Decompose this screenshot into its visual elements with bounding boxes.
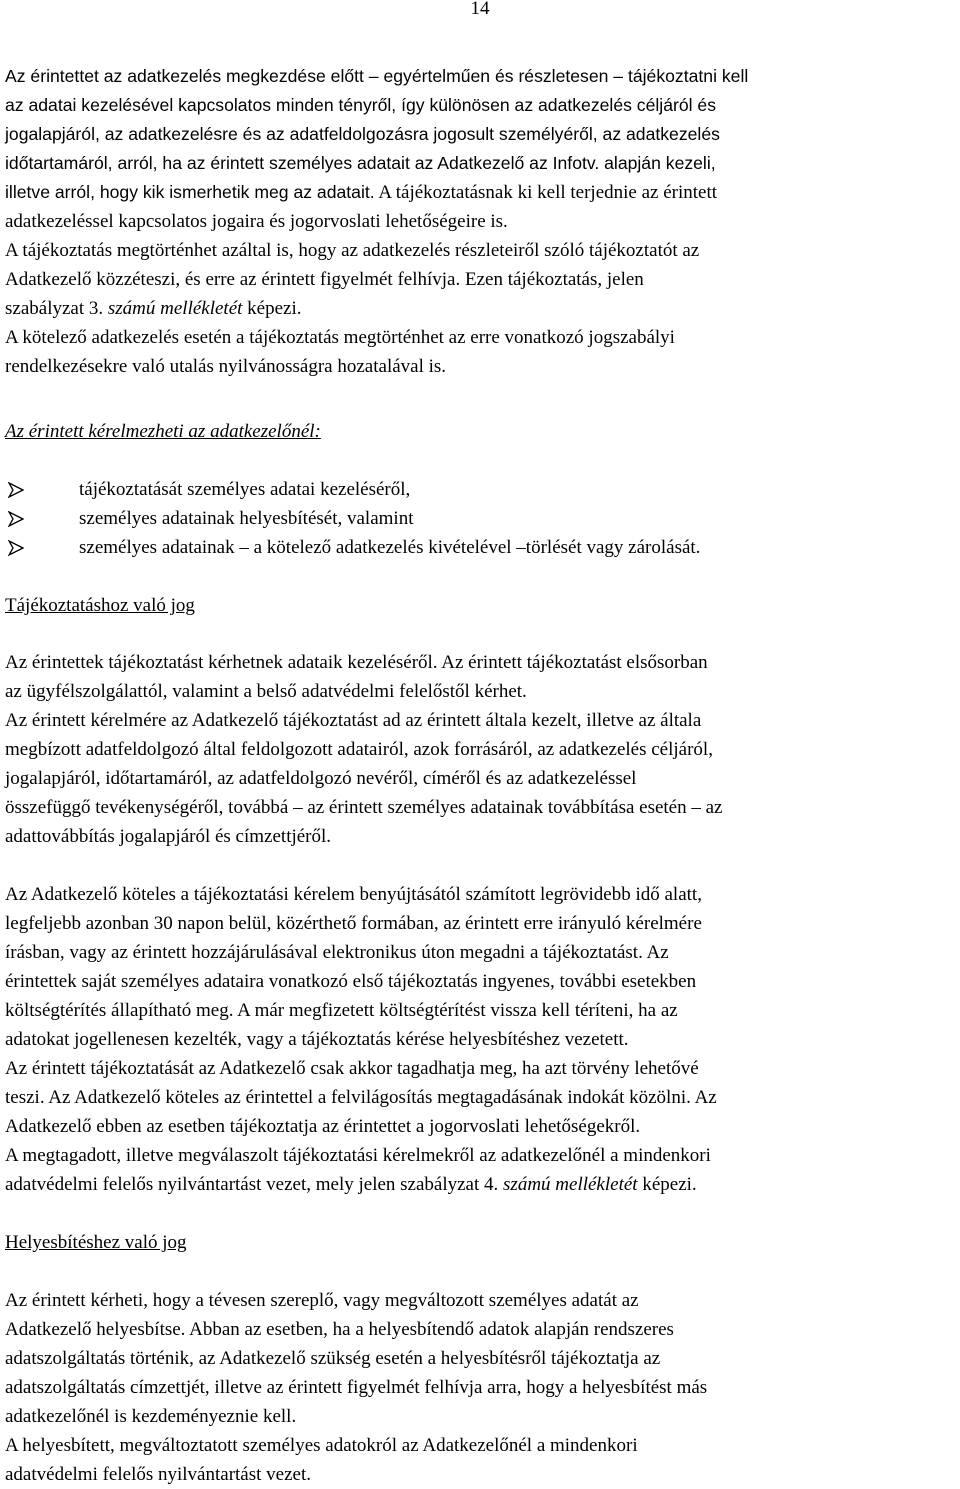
- text-span: A tájékoztatásnak ki kell terjednie az érintett: [374, 182, 718, 203]
- text-line: teszi. Az Adatkezelő köteles az érintettel a felvilágosítás megtagadásának indokát közölni. Az: [5, 1087, 717, 1108]
- text-line: Az érintett kérelmére az Adatkezelő tájékoztatást ad az érintett általa kezelt, illetve az általa: [5, 710, 702, 731]
- text-line: [5, 1170, 956, 1199]
- text-line: A helyesbített, megváltoztatott személyes adatokról az Adatkezelőnél a mindenkori: [5, 1435, 638, 1456]
- text-line: A tájékoztatás megtörténhet azáltal is, hogy az adatkezelés részleteiről szóló tájékoztatót az: [5, 240, 700, 261]
- text-line: Az érintett kérheti, hogy a tévesen szereplő, vagy megváltozott személyes adatát az: [5, 1290, 639, 1311]
- text-span: adatvédelmi felelős nyilvántartást vezet, mely jelen szabályzat 4.: [5, 1174, 504, 1195]
- text-line: írásban, vagy az érintett hozzájárulásával elektronikus úton megadni a tájékoztatást. Az: [5, 942, 669, 963]
- arrowhead-bullet-icon: [8, 482, 24, 498]
- text-span: illetve arról, hogy kik ismerhetik meg az adatait.: [5, 182, 375, 202]
- text-line: adattovábbítás jogalapjáról és címzettjéről.: [5, 826, 332, 847]
- annex-reference: számú mellékletét: [107, 298, 243, 319]
- list-item: [5, 533, 956, 562]
- text-line: megbízott adatfeldolgozó által feldolgozott adatairól, azok forrásáról, az adatkezelés céljáról,: [5, 739, 713, 760]
- text-line: Az Adatkezelő köteles a tájékoztatási kérelem benyújtásától számított legrövidebb idő alatt,: [5, 884, 702, 905]
- text-line: [5, 178, 956, 207]
- text-line: érintettek saját személyes adataira vonatkozó első tájékoztatás ingyenes, további esetekben: [5, 971, 697, 992]
- section-heading-information: Tájékoztatáshoz való jog: [5, 595, 195, 616]
- text-span: szabályzat 3.: [5, 298, 108, 319]
- list-item-text: tájékoztatását személyes adatai kezeléséről,: [79, 479, 411, 500]
- correction-paragraph: [5, 1286, 956, 1489]
- page-number: 14: [470, 0, 490, 19]
- text-line: költségtérítés állapítható meg. A már megfizetett költségtérítést vissza kell téríteni, ha az: [5, 1000, 678, 1021]
- list-item-text: személyes adatainak helyesbítését, valamint: [79, 508, 414, 529]
- request-bullet-list: [5, 475, 956, 562]
- text-line: jogalapjáról, az adatkezelésre és az adatfeldolgozásra jogosult személyéről, az adatkezelés: [5, 124, 720, 144]
- text-line: Az érintett tájékoztatását az Adatkezelő csak akkor tagadhatja meg, ha azt törvény lehetővé: [5, 1058, 699, 1079]
- text-line: A kötelező adatkezelés esetén a tájékoztatás megtörténhet az erre vonatkozó jogszabályi: [5, 327, 675, 348]
- text-line: az ügyfélszolgálattól, valamint a belső adatvédelmi felelőstől kérhet.: [5, 681, 527, 702]
- text-line: adatkezeléssel kapcsolatos jogaira és jogorvoslati lehetőségeire is.: [5, 211, 508, 232]
- text-line: adatszolgáltatás címzettjét, illetve az érintett figyelmét felhívja arra, hogy a helyesbítést más: [5, 1377, 708, 1398]
- text-line: jogalapjáról, időtartamáról, az adatfeldolgozó nevéről, címéről és az adatkezeléssel: [5, 768, 637, 789]
- text-line: az adatai kezelésével kapcsolatos minden tényről, így különösen az adatkezelés céljáról és: [5, 95, 717, 115]
- list-item: [5, 504, 956, 533]
- list-item: [5, 475, 956, 504]
- text-line: Adatkezelő helyesbítse. Abban az esetben, ha a helyesbítendő adatok alapján rendszeres: [5, 1319, 674, 1340]
- text-line: Adatkezelő ebben az esetben tájékoztatja az érintettet a jogorvoslati lehetőségekről.: [5, 1116, 641, 1137]
- annex-reference: számú mellékletét: [503, 1174, 638, 1195]
- section-heading-correction: Helyesbítéshez való jog: [5, 1232, 187, 1253]
- text-line: Az érintettet az adatkezelés megkezdése előtt – egyértelműen és részletesen – tájékoztatni kell: [5, 66, 749, 86]
- notification-paragraph: [5, 62, 956, 381]
- text-line: adatszolgáltatás történik, az Adatkezelő szükség esetén a helyesbítésről tájékoztatja az: [5, 1348, 661, 1369]
- text-span: képezi.: [242, 298, 302, 319]
- information-paragraph: [5, 648, 956, 851]
- text-line: Az érintettek tájékoztatást kérhetnek adataik kezeléséről. Az érintett tájékoztatást elsősorban: [5, 652, 708, 673]
- obligation-paragraph: [5, 880, 956, 1199]
- text-line: adatkezelőnél is kezdeményeznie kell.: [5, 1406, 297, 1427]
- section-heading-request: Az érintett kérelmezheti az adatkezelőnél:: [5, 421, 321, 442]
- text-line: adatokat jogellenesen kezelték, vagy a tájékoztatás kérése helyesbítéshez vezetett.: [5, 1029, 629, 1050]
- arrowhead-bullet-icon: [8, 540, 24, 556]
- text-span: képezi.: [637, 1174, 697, 1195]
- text-line: [5, 294, 956, 323]
- text-line: rendelkezésekre való utalás nyilvánosságra hozatalával is.: [5, 356, 447, 377]
- text-line: adatvédelmi felelős nyilvántartást vezet.: [5, 1464, 311, 1485]
- arrowhead-bullet-icon: [8, 511, 24, 527]
- text-line: Adatkezelő közzéteszi, és erre az érintett figyelmét felhívja. Ezen tájékoztatás, jelen: [5, 269, 644, 290]
- list-item-text: személyes adatainak – a kötelező adatkezelés kivételével –törlését vagy zárolását.: [79, 537, 701, 558]
- text-line: időtartamáról, arról, ha az érintett személyes adatait az Adatkezelő az Infotv. alapján kezeli,: [5, 153, 716, 173]
- text-line: legfeljebb azonban 30 napon belül, közérthető formában, az érintett erre irányuló kérelmére: [5, 913, 702, 934]
- text-line: összefüggő tevékenységéről, továbbá – az érintett személyes adatainak továbbítása esetén – az: [5, 797, 723, 818]
- text-line: A megtagadott, illetve megválaszolt tájékoztatási kérelmekről az adatkezelőnél a mindenkori: [5, 1145, 711, 1166]
